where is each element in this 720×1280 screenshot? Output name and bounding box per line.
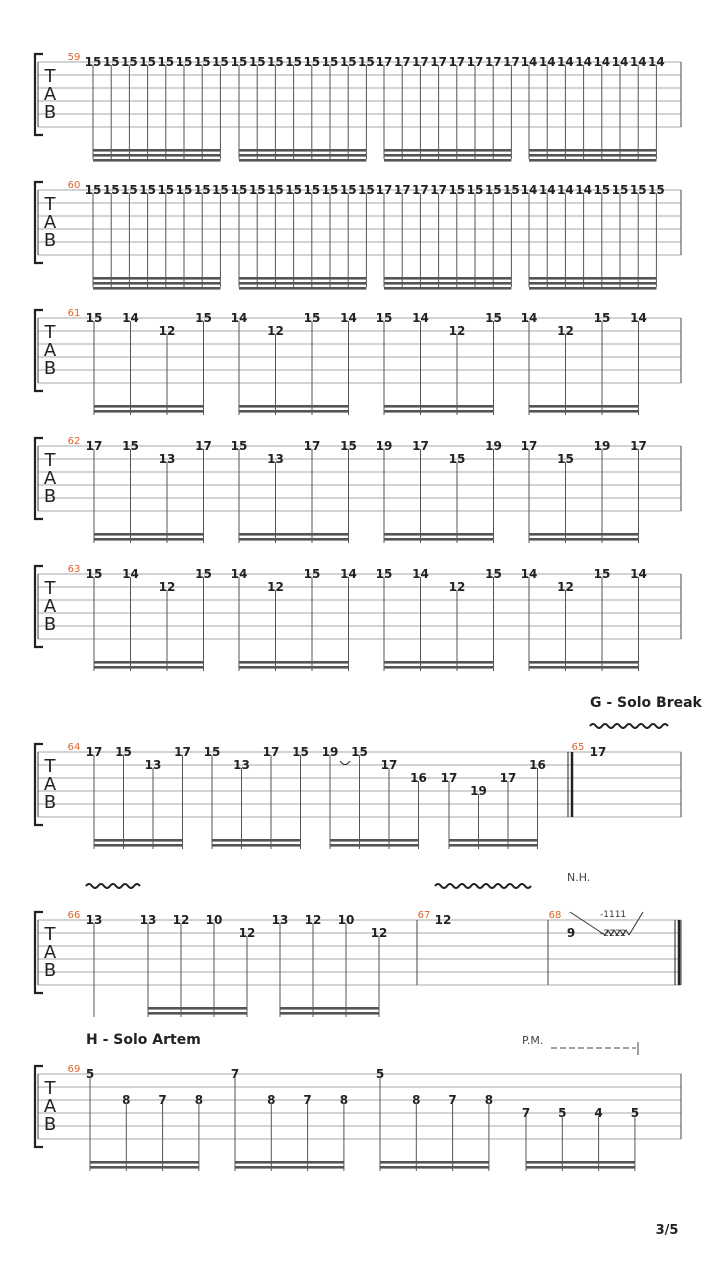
fret-number: 15 <box>193 55 211 69</box>
fret-number: 4 <box>594 1106 603 1120</box>
beam <box>529 666 639 669</box>
beam <box>529 277 656 280</box>
fret-number: 12 <box>557 580 574 594</box>
fret-number: 15 <box>375 311 393 325</box>
beam <box>449 839 538 842</box>
system-bracket <box>35 438 43 519</box>
fret-number: 5 <box>558 1106 567 1120</box>
fret-number: 15 <box>267 55 284 69</box>
fret-number: 13 <box>233 758 250 772</box>
fret-number: 14 <box>230 567 248 581</box>
fret-number: 15 <box>248 55 266 69</box>
fret-number: 7 <box>230 1067 240 1081</box>
measure-number: 60 <box>67 180 81 191</box>
fret-number: 15 <box>115 745 132 759</box>
fret-number: 15 <box>593 567 611 581</box>
fret-number: 15 <box>84 55 102 69</box>
tab-clef-letter: A <box>43 340 57 361</box>
fret-number: 12 <box>557 324 574 338</box>
beam <box>239 154 366 157</box>
beam <box>94 844 183 847</box>
fret-number: 15 <box>340 439 357 453</box>
measure-number: 69 <box>67 1064 81 1075</box>
fret-number: 17 <box>303 439 321 453</box>
fret-number: 15 <box>121 183 138 197</box>
beam <box>94 533 204 536</box>
beam <box>148 1012 247 1015</box>
fret-number: 15 <box>448 452 466 466</box>
fret-number: 13 <box>144 758 162 772</box>
beam <box>212 844 301 847</box>
fret-number: 15 <box>611 183 629 197</box>
beam <box>529 538 639 541</box>
beam <box>239 538 349 541</box>
beam <box>384 405 494 408</box>
measure-number: 59 <box>67 52 81 63</box>
tab-system <box>35 912 681 993</box>
fret-number: 15 <box>102 55 120 69</box>
beam <box>239 666 349 669</box>
fret-number: 10 <box>205 913 223 927</box>
measure-number: 62 <box>67 436 81 447</box>
tab-clef-letter: B <box>43 358 57 379</box>
beam <box>384 410 494 413</box>
beam <box>384 149 511 152</box>
fret-number: 15 <box>121 55 138 69</box>
fret-number: 15 <box>195 567 212 581</box>
tab-clef-letter: T <box>44 322 56 343</box>
fret-number: 17 <box>520 439 538 453</box>
fret-number: 15 <box>303 55 321 69</box>
measure-number: 66 <box>67 910 81 921</box>
fret-number: 15 <box>375 567 393 581</box>
fret-number: 9 <box>566 926 576 940</box>
fret-number: 15 <box>175 183 193 197</box>
fret-number: 15 <box>102 183 120 197</box>
fret-number: 15 <box>503 183 520 197</box>
beam <box>94 839 183 842</box>
beam <box>529 159 656 162</box>
system-bracket <box>35 566 43 647</box>
measure-number: 67 <box>417 910 431 921</box>
fret-number: 14 <box>520 311 538 325</box>
tab-clef-letter: T <box>44 924 56 945</box>
fret-number: 12 <box>158 580 176 594</box>
fret-number: 15 <box>303 311 321 325</box>
fret-number: 15 <box>212 183 229 197</box>
fret-number: 14 <box>629 55 647 69</box>
beam <box>90 1161 199 1164</box>
tab-clef-letter: A <box>43 1096 57 1117</box>
system-bracket <box>35 912 43 993</box>
fret-number: 13 <box>85 913 103 927</box>
fret-number: 15 <box>339 183 357 197</box>
fret-number: 15 <box>175 55 193 69</box>
fret-number: 15 <box>248 183 266 197</box>
beam <box>380 1166 489 1169</box>
fret-number: 15 <box>321 183 339 197</box>
fret-number: 8 <box>484 1093 494 1107</box>
fret-number: 14 <box>520 55 538 69</box>
fret-number: 14 <box>520 567 538 581</box>
tab-clef-letter: A <box>43 84 57 105</box>
fret-number: 17 <box>412 439 429 453</box>
fret-number: 15 <box>285 183 302 197</box>
fret-number: 19 <box>485 439 502 453</box>
beam <box>384 154 511 157</box>
fret-number: 14 <box>648 55 665 69</box>
beam <box>529 154 656 157</box>
fret-number: 17 <box>393 55 411 69</box>
fret-number: 19 <box>375 439 393 453</box>
beam <box>93 277 220 280</box>
fret-number: 12 <box>238 926 256 940</box>
page-number: 3/5 <box>655 1223 679 1238</box>
fret-number: 15 <box>267 183 284 197</box>
fret-number: 12 <box>370 926 388 940</box>
fret-number: 5 <box>630 1106 640 1120</box>
system-bracket <box>35 310 43 391</box>
fret-number: 15 <box>139 55 156 69</box>
fret-number: 14 <box>538 183 556 197</box>
fret-number: 12 <box>448 580 466 594</box>
fret-number: 15 <box>466 183 484 197</box>
fret-number: 17 <box>375 183 393 197</box>
tab-clef-letter: T <box>44 194 56 215</box>
fret-number: 17 <box>85 745 103 759</box>
section-label: H - Solo Artem <box>86 1032 201 1048</box>
tab-clef-letter: B <box>43 792 57 813</box>
fret-number: 15 <box>230 55 248 69</box>
tab-clef-letter: A <box>43 468 57 489</box>
beam <box>529 282 656 285</box>
fret-number: 14 <box>575 183 592 197</box>
beam <box>239 282 366 285</box>
fret-number: 15 <box>648 183 665 197</box>
fret-number: 14 <box>575 55 592 69</box>
beam <box>94 538 204 541</box>
fret-number: 14 <box>630 567 647 581</box>
tab-clef-letter: A <box>43 774 57 795</box>
fret-number: 15 <box>157 55 175 69</box>
fret-number: 8 <box>412 1093 421 1107</box>
fret-number: 14 <box>122 567 139 581</box>
fret-number: 17 <box>380 758 398 772</box>
beam <box>239 277 366 280</box>
fret-number: 14 <box>412 311 429 325</box>
beam <box>380 1161 489 1164</box>
beam <box>94 666 204 669</box>
slur-mark <box>340 761 350 765</box>
tab-clef-letter: B <box>43 614 57 635</box>
beam <box>93 282 220 285</box>
fret-number: 15 <box>203 745 221 759</box>
beam <box>529 405 639 408</box>
fret-number: 15 <box>358 55 375 69</box>
fret-number: 17 <box>412 183 429 197</box>
fret-number: 13 <box>139 913 157 927</box>
beam <box>526 1161 635 1164</box>
fret-number: 17 <box>466 55 484 69</box>
fret-number: 17 <box>174 745 191 759</box>
beam <box>529 410 639 413</box>
fret-number: 17 <box>195 439 212 453</box>
fret-number: 8 <box>267 1093 276 1107</box>
fret-number: 12 <box>172 913 190 927</box>
fret-number: 14 <box>538 55 556 69</box>
beam <box>94 405 204 408</box>
beam <box>280 1012 379 1015</box>
whammy-line <box>629 912 643 935</box>
measure-number: 65 <box>571 742 585 753</box>
beam <box>384 287 511 290</box>
beam <box>239 287 366 290</box>
measure-number: 61 <box>67 308 81 319</box>
fret-number: 12 <box>158 324 176 338</box>
fret-number: 14 <box>412 567 429 581</box>
fret-number: 17 <box>430 183 447 197</box>
fret-number: 16 <box>410 771 427 785</box>
fret-number: 17 <box>262 745 280 759</box>
fret-number: 15 <box>321 55 339 69</box>
beam <box>330 844 419 847</box>
fret-number: 17 <box>85 439 103 453</box>
fret-number: 16 <box>529 758 546 772</box>
fret-number: 14 <box>520 183 538 197</box>
measure-number: 68 <box>548 910 562 921</box>
beam <box>384 282 511 285</box>
fret-number: 15 <box>195 311 212 325</box>
fret-number: 14 <box>611 55 629 69</box>
fret-number: 14 <box>340 567 357 581</box>
fret-number: 15 <box>84 183 102 197</box>
fret-number: 15 <box>212 55 229 69</box>
system-bracket <box>35 1066 43 1147</box>
fret-number: 12 <box>304 913 322 927</box>
fret-number: 12 <box>267 324 284 338</box>
beam <box>239 410 349 413</box>
fret-number: 8 <box>339 1093 349 1107</box>
tab-clef-letter: A <box>43 596 57 617</box>
section-label: G - Solo Break <box>590 695 702 711</box>
fret-number: 15 <box>139 183 156 197</box>
beam <box>384 661 494 664</box>
tab-clef-letter: B <box>43 1114 57 1135</box>
beam <box>93 159 220 162</box>
fret-number: 15 <box>629 183 647 197</box>
fret-number: 7 <box>521 1106 531 1120</box>
fret-number: 15 <box>485 311 502 325</box>
beam <box>529 661 639 664</box>
fret-number: 14 <box>340 311 357 325</box>
fret-number: 15 <box>230 439 248 453</box>
fret-number: 15 <box>593 183 611 197</box>
fret-number: 15 <box>303 183 321 197</box>
beam <box>235 1161 344 1164</box>
fret-number: 12 <box>267 580 284 594</box>
beam <box>90 1166 199 1169</box>
beam <box>384 538 494 541</box>
beam <box>212 839 301 842</box>
beam <box>93 149 220 152</box>
fret-number: 15 <box>339 55 357 69</box>
beam <box>93 287 220 290</box>
beam <box>529 149 656 152</box>
vibrato-mark <box>86 884 140 888</box>
measure-number: 64 <box>67 742 81 753</box>
beam <box>235 1166 344 1169</box>
fret-number: 15 <box>292 745 309 759</box>
system-bracket <box>35 744 43 825</box>
tab-clef-letter: B <box>43 486 57 507</box>
beam <box>239 149 366 152</box>
fret-number: 19 <box>321 745 339 759</box>
fret-number: 14 <box>630 311 647 325</box>
fret-number: 15 <box>448 183 466 197</box>
fret-number: 13 <box>271 913 289 927</box>
fret-number: 13 <box>158 452 176 466</box>
tab-clef-letter: T <box>44 66 56 87</box>
beam <box>529 287 656 290</box>
tab-clef-letter: A <box>43 212 57 233</box>
fret-number: 15 <box>85 567 103 581</box>
beam <box>239 661 349 664</box>
beam <box>239 159 366 162</box>
fret-number: 15 <box>230 183 248 197</box>
fret-number: 17 <box>393 183 411 197</box>
tab-system <box>35 1066 681 1147</box>
fret-number: 17 <box>430 55 447 69</box>
fret-number: 15 <box>485 567 502 581</box>
fret-number: 8 <box>194 1093 204 1107</box>
fret-number: 14 <box>557 55 574 69</box>
fret-number: 14 <box>122 311 139 325</box>
fret-number: 19 <box>470 784 487 798</box>
fret-number: 12 <box>434 913 452 927</box>
harmonic-frets: -1111 <box>600 910 627 920</box>
fret-number: 17 <box>589 745 607 759</box>
natural-harmonic-label: N.H. <box>567 871 591 884</box>
fret-number: 8 <box>122 1093 131 1107</box>
fret-number: 17 <box>375 55 393 69</box>
beam <box>330 839 419 842</box>
fret-number: 5 <box>375 1067 385 1081</box>
beam <box>93 154 220 157</box>
system-bracket <box>35 54 43 135</box>
fret-number: 15 <box>285 55 302 69</box>
beam <box>94 661 204 664</box>
beam <box>384 159 511 162</box>
fret-number: 15 <box>303 567 321 581</box>
fret-number: 14 <box>230 311 248 325</box>
fret-number: 15 <box>85 311 103 325</box>
fret-number: 17 <box>630 439 647 453</box>
fret-number: 17 <box>484 55 502 69</box>
tab-clef-letter: T <box>44 578 56 599</box>
beam <box>529 533 639 536</box>
beam <box>148 1007 247 1010</box>
tab-clef-letter: T <box>44 450 56 471</box>
beam <box>280 1007 379 1010</box>
fret-number: 10 <box>337 913 355 927</box>
beam <box>449 844 538 847</box>
tab-clef-letter: A <box>43 942 57 963</box>
fret-number: 15 <box>557 452 574 466</box>
fret-number: 17 <box>448 55 466 69</box>
vibrato-mark <box>435 884 531 888</box>
fret-number: 15 <box>193 183 211 197</box>
beam <box>94 410 204 413</box>
fret-number: 7 <box>158 1093 167 1107</box>
palm-mute-label: P.M. <box>522 1034 544 1047</box>
vibrato-mark <box>590 724 668 728</box>
harmonic-frets: -2222 <box>600 929 627 939</box>
fret-number: 19 <box>593 439 611 453</box>
fret-number: 17 <box>503 55 520 69</box>
beam <box>384 277 511 280</box>
fret-number: 13 <box>267 452 284 466</box>
tab-clef-letter: T <box>44 756 56 777</box>
fret-number: 15 <box>351 745 368 759</box>
fret-number: 7 <box>303 1093 312 1107</box>
fret-number: 15 <box>157 183 175 197</box>
fret-number: 7 <box>448 1093 457 1107</box>
measure-number: 63 <box>67 564 81 575</box>
fret-number: 14 <box>593 55 611 69</box>
tab-clef-letter: T <box>44 1078 56 1099</box>
fret-number: 14 <box>557 183 574 197</box>
beam <box>526 1166 635 1169</box>
fret-number: 12 <box>448 324 466 338</box>
beam <box>384 666 494 669</box>
fret-number: 5 <box>85 1067 95 1081</box>
tab-clef-letter: B <box>43 960 57 981</box>
fret-number: 15 <box>122 439 139 453</box>
fret-number: 17 <box>440 771 458 785</box>
fret-number: 17 <box>499 771 517 785</box>
tab-clef-letter: B <box>43 102 57 123</box>
tab-clef-letter: B <box>43 230 57 251</box>
fret-number: 17 <box>412 55 429 69</box>
fret-number: 15 <box>484 183 502 197</box>
beam <box>384 533 494 536</box>
beam <box>239 533 349 536</box>
fret-number: 15 <box>593 311 611 325</box>
system-bracket <box>35 182 43 263</box>
beam <box>239 405 349 408</box>
fret-number: 15 <box>358 183 375 197</box>
